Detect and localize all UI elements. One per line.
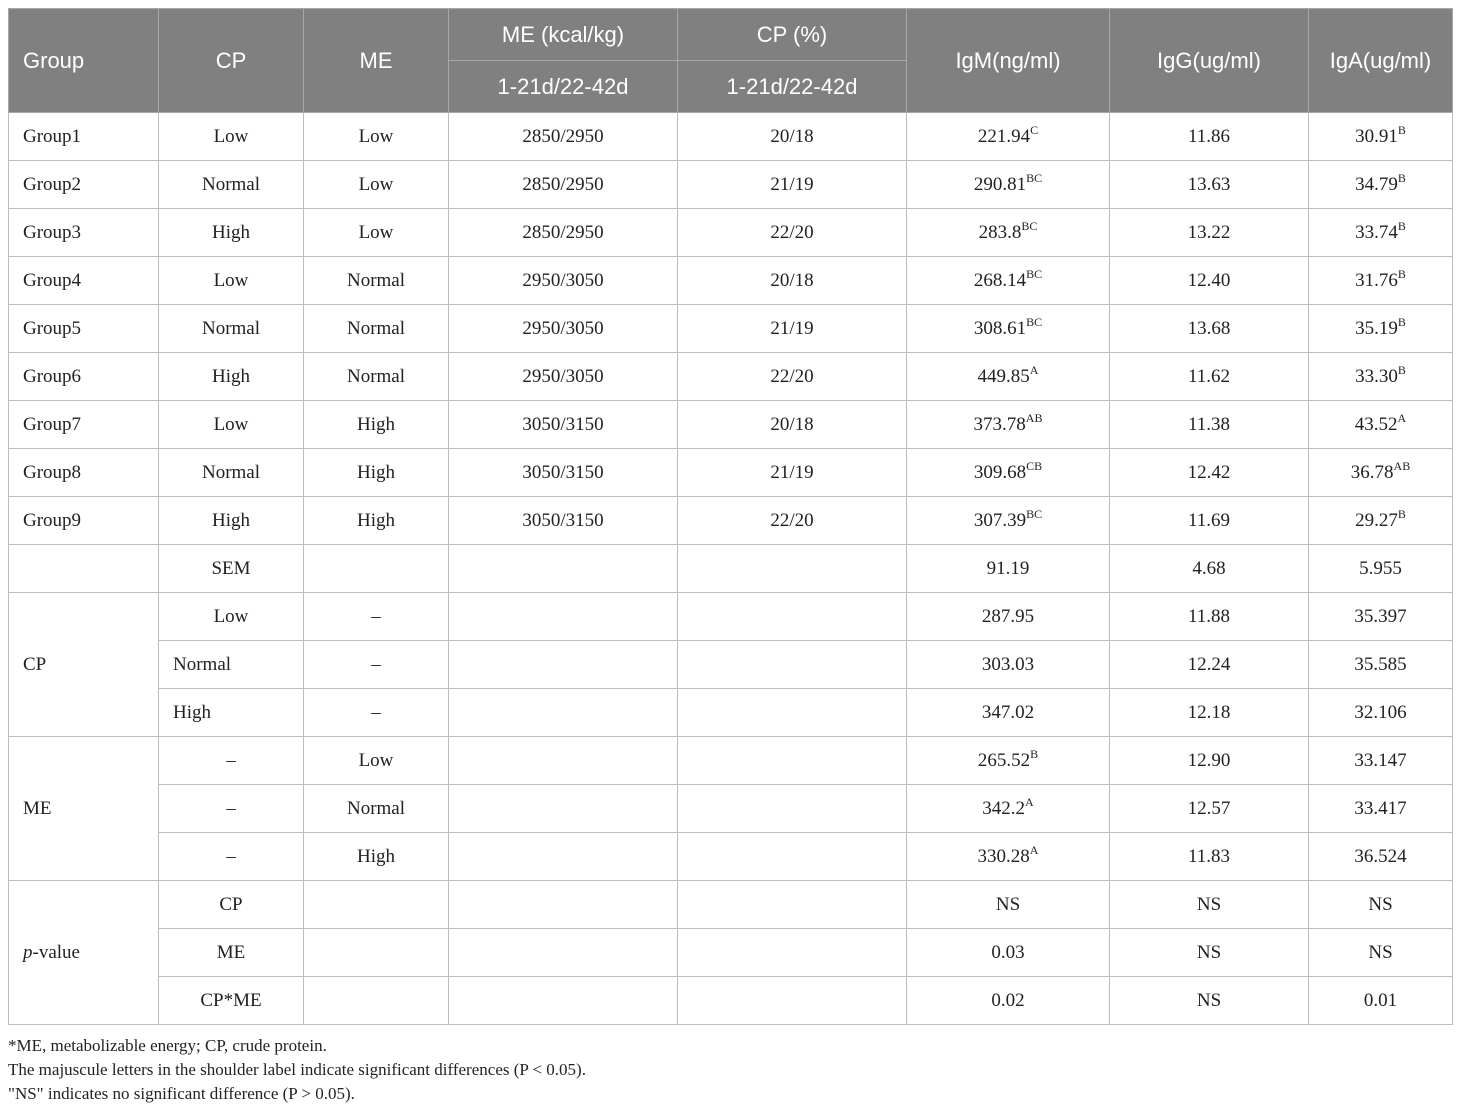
iga-cell: 33.147 xyxy=(1309,737,1453,785)
cp-level-cell: High xyxy=(159,689,304,737)
igm-cell-value: 347.02 xyxy=(981,701,1035,723)
table-row xyxy=(9,113,1453,161)
igm-cell-significance: CB xyxy=(1026,458,1043,473)
igm-cell-value: 265.52 xyxy=(977,749,1031,771)
cp-value-cell: 20/18 xyxy=(678,113,907,161)
cp-level-cell: Normal xyxy=(159,305,304,353)
igm-cell-significance: B xyxy=(1030,746,1039,761)
igg-cell: 11.69 xyxy=(1110,497,1309,545)
empty-cell xyxy=(9,545,159,593)
igg-cell: 12.42 xyxy=(1110,449,1309,497)
iga-cell-value: 29.27 xyxy=(1355,509,1398,531)
me-level-cell: High xyxy=(304,497,449,545)
table-row xyxy=(9,353,1453,401)
empty-cell xyxy=(678,689,907,737)
igm-cell xyxy=(907,833,1110,881)
empty-cell xyxy=(449,977,678,1025)
iga-cell-significance: A xyxy=(1397,410,1407,425)
group-name-cell: Group2 xyxy=(9,161,159,209)
iga-cell xyxy=(1309,209,1453,257)
igg-cell: 11.38 xyxy=(1110,401,1309,449)
iga-cell-value: 31.76 xyxy=(1355,269,1398,291)
pvalue-iga: NS xyxy=(1309,881,1453,929)
immunoglobulin-table xyxy=(8,8,1453,1025)
cp-level-cell: Low xyxy=(159,113,304,161)
empty-cell xyxy=(304,545,449,593)
empty-cell xyxy=(304,929,449,977)
me-effect-row xyxy=(9,737,1453,785)
cp-effect-row xyxy=(9,641,1453,689)
igm-cell xyxy=(907,641,1110,689)
igm-cell xyxy=(907,401,1110,449)
cp-value-cell: 22/20 xyxy=(678,353,907,401)
igm-cell-significance: BC xyxy=(1026,266,1043,281)
sem-igg: 4.68 xyxy=(1110,545,1309,593)
cp-value-cell: 22/20 xyxy=(678,497,907,545)
cp-block-label: CP xyxy=(9,593,159,737)
igm-cell-value: 268.14 xyxy=(973,269,1027,291)
group-name-cell: Group5 xyxy=(9,305,159,353)
igm-cell-value: 283.8 xyxy=(978,221,1022,243)
pvalue-row xyxy=(9,929,1453,977)
empty-cell xyxy=(449,545,678,593)
iga-cell-significance: AB xyxy=(1393,458,1411,473)
iga-cell-significance: B xyxy=(1397,218,1406,233)
igm-cell xyxy=(907,161,1110,209)
me-level-cell: Low xyxy=(304,737,449,785)
pvalue-iga: 0.01 xyxy=(1309,977,1453,1025)
igm-cell-value: 287.95 xyxy=(981,605,1035,627)
sem-row xyxy=(9,545,1453,593)
empty-cell xyxy=(678,737,907,785)
empty-cell xyxy=(304,881,449,929)
igm-cell-value: 308.61 xyxy=(973,317,1027,339)
table-row xyxy=(9,401,1453,449)
iga-cell xyxy=(1309,113,1453,161)
table-body xyxy=(9,113,1453,1025)
igm-cell-value: 290.81 xyxy=(973,173,1027,195)
cp-level-cell: Normal xyxy=(159,449,304,497)
header-group: Group xyxy=(9,9,159,113)
header-igg: IgG(ug/ml) xyxy=(1110,9,1309,113)
igm-cell xyxy=(907,689,1110,737)
empty-cell xyxy=(678,833,907,881)
iga-cell: 33.417 xyxy=(1309,785,1453,833)
empty-cell xyxy=(449,737,678,785)
me-value-cell: 2950/3050 xyxy=(449,353,678,401)
cp-value-cell: 21/19 xyxy=(678,161,907,209)
me-level-cell: – xyxy=(304,689,449,737)
cp-level-cell: – xyxy=(159,833,304,881)
cp-effect-row xyxy=(9,689,1453,737)
iga-cell-value: 33.30 xyxy=(1355,365,1398,387)
iga-cell-value: 30.91 xyxy=(1355,125,1398,147)
igg-cell: 13.22 xyxy=(1110,209,1309,257)
iga-cell-significance: B xyxy=(1397,506,1406,521)
igg-cell: 12.24 xyxy=(1110,641,1309,689)
iga-cell-significance: B xyxy=(1397,362,1406,377)
igm-cell-value: 221.94 xyxy=(977,125,1031,147)
header-period-cp: 1-21d/22-42d xyxy=(678,61,907,113)
me-value-cell: 2850/2950 xyxy=(449,161,678,209)
me-level-cell: High xyxy=(304,833,449,881)
iga-cell-significance: B xyxy=(1397,170,1406,185)
table-row xyxy=(9,209,1453,257)
me-block-label: ME xyxy=(9,737,159,881)
pvalue-iga: NS xyxy=(1309,929,1453,977)
header-me-unit: ME (kcal/kg) xyxy=(449,9,678,61)
empty-cell xyxy=(304,977,449,1025)
empty-cell xyxy=(678,545,907,593)
iga-cell-significance: B xyxy=(1397,314,1406,329)
footnote-2: The majuscule letters in the shoulder label indicate significant differences (P < 0.05). xyxy=(8,1060,586,1079)
iga-cell xyxy=(1309,305,1453,353)
empty-cell xyxy=(449,785,678,833)
sem-label: SEM xyxy=(159,545,304,593)
igg-cell: 11.88 xyxy=(1110,593,1309,641)
pvalue-label-rest: -value xyxy=(32,941,80,963)
header-iga: IgA(ug/ml) xyxy=(1309,9,1453,113)
group-name-cell: Group3 xyxy=(9,209,159,257)
group-name-cell: Group4 xyxy=(9,257,159,305)
cp-level-cell: Low xyxy=(159,257,304,305)
empty-cell xyxy=(678,641,907,689)
igm-cell-value: 330.28 xyxy=(977,845,1030,867)
me-level-cell: – xyxy=(304,641,449,689)
pvalue-row xyxy=(9,881,1453,929)
igm-cell xyxy=(907,209,1110,257)
empty-cell xyxy=(449,689,678,737)
igg-cell: 12.90 xyxy=(1110,737,1309,785)
iga-cell-significance: B xyxy=(1397,122,1406,137)
igg-cell: 13.63 xyxy=(1110,161,1309,209)
sem-iga: 5.955 xyxy=(1309,545,1453,593)
me-level-cell: High xyxy=(304,401,449,449)
igm-cell xyxy=(907,737,1110,785)
igm-cell xyxy=(907,449,1110,497)
igm-cell xyxy=(907,113,1110,161)
me-level-cell: High xyxy=(304,449,449,497)
igm-cell-significance: BC xyxy=(1026,506,1043,521)
header-period-me: 1-21d/22-42d xyxy=(449,61,678,113)
empty-cell xyxy=(449,833,678,881)
group-name-cell: Group9 xyxy=(9,497,159,545)
cp-level-cell: Low xyxy=(159,401,304,449)
me-value-cell: 2950/3050 xyxy=(449,305,678,353)
igm-cell xyxy=(907,593,1110,641)
cp-value-cell: 21/19 xyxy=(678,305,907,353)
me-level-cell: Low xyxy=(304,209,449,257)
igm-cell-value: 342.2 xyxy=(982,797,1026,819)
pvalue-igg: NS xyxy=(1110,881,1309,929)
igm-cell xyxy=(907,785,1110,833)
pvalue-igm: 0.03 xyxy=(907,929,1110,977)
empty-cell xyxy=(678,881,907,929)
me-value-cell: 3050/3150 xyxy=(449,449,678,497)
iga-cell xyxy=(1309,353,1453,401)
igm-cell-significance: BC xyxy=(1026,170,1043,185)
group-name-cell: Group8 xyxy=(9,449,159,497)
igm-cell-significance: C xyxy=(1030,122,1039,137)
cp-level-cell: High xyxy=(159,497,304,545)
me-level-cell: Low xyxy=(304,113,449,161)
igm-cell-significance: BC xyxy=(1021,218,1038,233)
me-level-cell: Normal xyxy=(304,305,449,353)
table-header xyxy=(9,9,1453,113)
iga-cell-value: 34.79 xyxy=(1355,173,1398,195)
pvalue-label-italic: p xyxy=(23,941,33,963)
igm-cell xyxy=(907,305,1110,353)
igm-cell-value: 309.68 xyxy=(973,461,1027,483)
igg-cell: 13.68 xyxy=(1110,305,1309,353)
pvalue-factor: CP xyxy=(159,881,304,929)
iga-cell xyxy=(1309,401,1453,449)
pvalue-block-label xyxy=(9,881,159,1025)
group-name-cell: Group7 xyxy=(9,401,159,449)
header-cp-unit: CP (%) xyxy=(678,9,907,61)
cp-level-cell: Normal xyxy=(159,161,304,209)
cp-value-cell: 20/18 xyxy=(678,257,907,305)
group-name-cell: Group6 xyxy=(9,353,159,401)
igg-cell: 11.83 xyxy=(1110,833,1309,881)
pvalue-factor: CP*ME xyxy=(159,977,304,1025)
footnote-1: *ME, metabolizable energy; CP, crude protein. xyxy=(8,1036,327,1055)
igm-cell-significance: AB xyxy=(1025,410,1043,425)
pvalue-factor: ME xyxy=(159,929,304,977)
iga-cell xyxy=(1309,449,1453,497)
igg-cell: 12.57 xyxy=(1110,785,1309,833)
empty-cell xyxy=(449,881,678,929)
table-row xyxy=(9,497,1453,545)
cp-level-cell: Normal xyxy=(159,641,304,689)
table-row xyxy=(9,257,1453,305)
empty-cell xyxy=(449,929,678,977)
iga-cell: 35.397 xyxy=(1309,593,1453,641)
sem-igm: 91.19 xyxy=(907,545,1110,593)
table-row xyxy=(9,305,1453,353)
iga-cell xyxy=(1309,257,1453,305)
table-footnotes xyxy=(8,1034,1452,1106)
me-level-cell: Low xyxy=(304,161,449,209)
empty-cell xyxy=(678,593,907,641)
cp-level-cell: – xyxy=(159,785,304,833)
header-cp: CP xyxy=(159,9,304,113)
cp-value-cell: 20/18 xyxy=(678,401,907,449)
iga-cell xyxy=(1309,497,1453,545)
iga-cell: 36.524 xyxy=(1309,833,1453,881)
me-effect-row xyxy=(9,833,1453,881)
iga-cell-value: 33.74 xyxy=(1355,221,1398,243)
empty-cell xyxy=(449,593,678,641)
header-me: ME xyxy=(304,9,449,113)
me-level-cell: Normal xyxy=(304,785,449,833)
me-effect-row xyxy=(9,785,1453,833)
igm-cell-value: 307.39 xyxy=(973,509,1027,531)
pvalue-igm: NS xyxy=(907,881,1110,929)
me-value-cell: 2850/2950 xyxy=(449,113,678,161)
cp-value-cell: 22/20 xyxy=(678,209,907,257)
igm-cell-significance: A xyxy=(1029,842,1039,857)
cp-effect-row xyxy=(9,593,1453,641)
empty-cell xyxy=(678,977,907,1025)
footnote-3: "NS" indicates no significant difference (P > 0.05). xyxy=(8,1084,355,1103)
cp-value-cell: 21/19 xyxy=(678,449,907,497)
me-level-cell: Normal xyxy=(304,353,449,401)
pvalue-igm: 0.02 xyxy=(907,977,1110,1025)
igm-cell-significance: A xyxy=(1029,362,1039,377)
iga-cell-value: 36.78 xyxy=(1350,461,1394,483)
empty-cell xyxy=(678,929,907,977)
cp-level-cell: High xyxy=(159,353,304,401)
iga-cell: 35.585 xyxy=(1309,641,1453,689)
me-level-cell: – xyxy=(304,593,449,641)
cp-level-cell: High xyxy=(159,209,304,257)
table-row xyxy=(9,449,1453,497)
igg-cell: 12.18 xyxy=(1110,689,1309,737)
me-value-cell: 2850/2950 xyxy=(449,209,678,257)
iga-cell: 32.106 xyxy=(1309,689,1453,737)
table-container xyxy=(8,8,1452,1106)
iga-cell-value: 43.52 xyxy=(1354,413,1398,435)
igm-cell-value: 373.78 xyxy=(973,413,1026,435)
cp-level-cell: – xyxy=(159,737,304,785)
igg-cell: 11.86 xyxy=(1110,113,1309,161)
igm-cell xyxy=(907,257,1110,305)
igm-cell xyxy=(907,497,1110,545)
iga-cell xyxy=(1309,161,1453,209)
empty-cell xyxy=(449,641,678,689)
igm-cell xyxy=(907,353,1110,401)
igm-cell-significance: A xyxy=(1025,794,1034,809)
me-value-cell: 3050/3150 xyxy=(449,497,678,545)
igg-cell: 11.62 xyxy=(1110,353,1309,401)
empty-cell xyxy=(678,785,907,833)
igg-cell: 12.40 xyxy=(1110,257,1309,305)
iga-cell-value: 35.19 xyxy=(1355,317,1398,339)
cp-level-cell: Low xyxy=(159,593,304,641)
me-value-cell: 2950/3050 xyxy=(449,257,678,305)
igm-cell-value: 449.85 xyxy=(977,365,1030,387)
pvalue-igg: NS xyxy=(1110,929,1309,977)
pvalue-igg: NS xyxy=(1110,977,1309,1025)
igm-cell-value: 303.03 xyxy=(981,653,1035,675)
iga-cell-significance: B xyxy=(1397,266,1406,281)
pvalue-row xyxy=(9,977,1453,1025)
me-value-cell: 3050/3150 xyxy=(449,401,678,449)
header-igm: IgM(ng/ml) xyxy=(907,9,1110,113)
igm-cell-significance: BC xyxy=(1026,314,1043,329)
table-row xyxy=(9,161,1453,209)
me-level-cell: Normal xyxy=(304,257,449,305)
group-name-cell: Group1 xyxy=(9,113,159,161)
